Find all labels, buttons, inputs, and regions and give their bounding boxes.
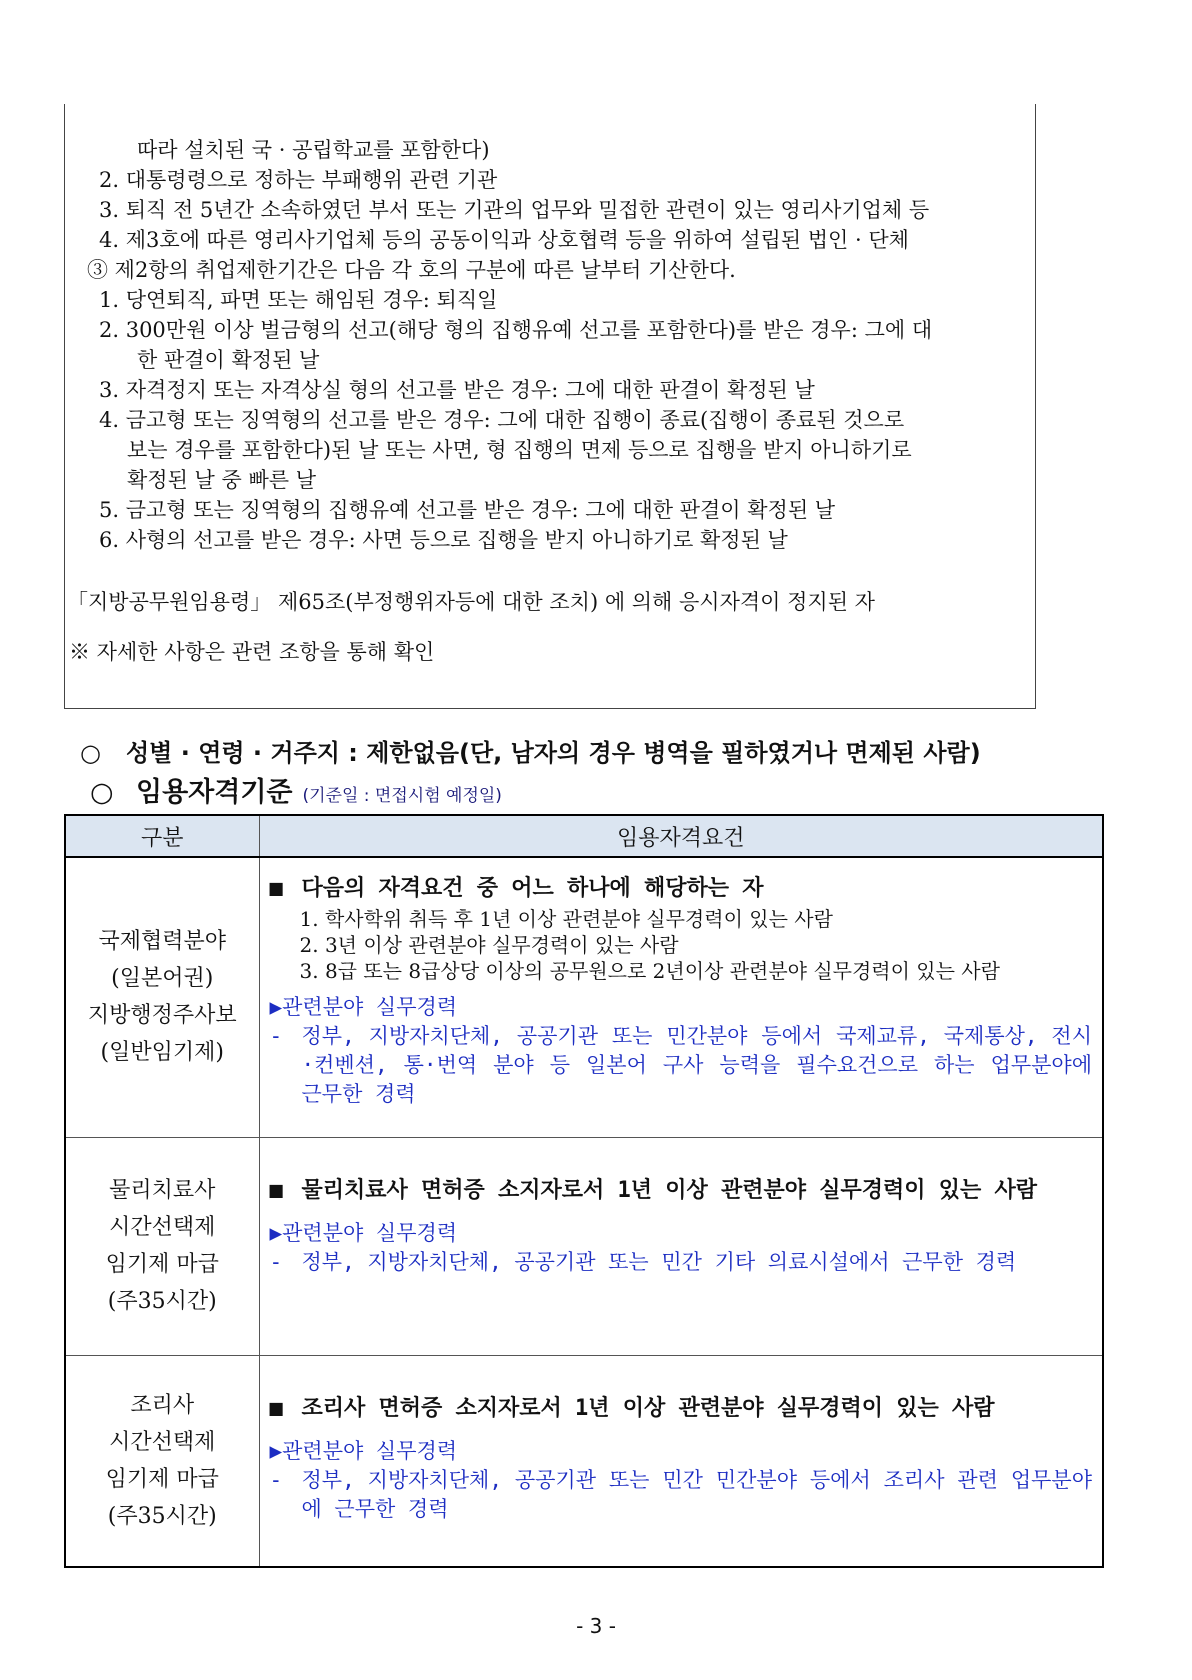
box-line: 한 판결이 확정된 날 — [137, 348, 320, 372]
box-line: 5. 금고형 또는 징역형의 집행유예 선고를 받은 경우: 그에 대한 판결이 확정된 날 — [99, 498, 836, 522]
category-cell — [65, 1355, 259, 1567]
square-bullet-icon: ■ — [269, 876, 283, 901]
circle-bullet-icon: ○ — [80, 739, 101, 767]
field-experience-desc: - 정부, 지방자치단체, 공공기관 또는 민간분야 등에서 국제교류, 국제통상, 전시·컨벤션, 통·번역 분야 등 일본어 구사 능력을 필수요건으로 하는 업무분야에 근무한 경력 — [269, 1024, 1092, 1106]
category-line: (주35시간) — [107, 1503, 217, 1529]
table-row — [65, 1355, 1103, 1567]
field-experience-title: ▶관련분야 실무경력 — [269, 1438, 458, 1463]
category-line: (일반임기제) — [100, 1040, 224, 1066]
category-cell — [65, 857, 259, 1137]
section-note: (기준일 : 면접시험 예정일) — [302, 786, 502, 806]
category-line: (주35시간) — [107, 1289, 217, 1314]
circle-bullet-icon: ○ — [90, 777, 114, 808]
list-item: 3. 8급 또는 8급상당 이상의 공무원으로 2년이상 관련분야 실무경력이 있는 사람 — [299, 959, 1000, 983]
requirements-table — [64, 814, 1104, 1568]
category-cell — [65, 1137, 259, 1355]
field-experience-title: ▶관련분야 실무경력 — [269, 1220, 458, 1245]
box-line: 2. 300만원 이상 벌금형의 선고(해당 형의 집행유예 선고를 포함한다)를 받은 경우: 그에 대 — [99, 318, 933, 342]
list-item: 2. 3년 이상 관련분야 실무경력이 있는 사람 — [299, 933, 679, 957]
requirement-heading: ■ 다음의 자격요건 중 어느 하나에 해당하는 자 — [269, 876, 764, 901]
legal-text-box — [64, 104, 1036, 709]
field-experience-title: ▶관련분야 실무경력 — [269, 995, 458, 1019]
box-line: 3. 퇴직 전 5년간 소속하였던 부서 또는 기관의 업무와 밀접한 관련이 있는 영리사기업체 등 — [99, 198, 930, 222]
header-category: 구분 — [65, 815, 259, 857]
box-line: 따라 설치된 국 · 공립학교를 포함한다) — [137, 138, 490, 162]
box-line: 4. 제3호에 따른 영리사기업체 등의 공동이익과 상호협력 등을 위하여 설립된 법인 · 단체 — [99, 228, 909, 252]
category-line: 물리치료사 — [109, 1178, 216, 1203]
requirement-cell — [259, 857, 1103, 1137]
category-line: (일본어권) — [111, 966, 214, 992]
requirement-heading: ■ 조리사 면허증 소지자로서 1년 이상 관련분야 실무경력이 있는 사람 — [269, 1395, 995, 1421]
box-line: 4. 금고형 또는 징역형의 선고를 받은 경우: 그에 대한 집행이 종료(집행이 종료된 것으로 — [99, 408, 905, 432]
requirement-cell — [259, 1137, 1103, 1355]
header-requirements: 임용자격요건 — [259, 815, 1103, 857]
box-line: 6. 사형의 선고를 받은 경우: 사면 등으로 집행을 받지 아니하기로 확정된 날 — [99, 528, 788, 552]
box-line: ③ 제2항의 취업제한기간은 다음 각 호의 구분에 따른 날부터 기산한다. — [87, 258, 736, 282]
table-row — [65, 1137, 1103, 1355]
list-item: 1. 학사학위 취득 후 1년 이상 관련분야 실무경력이 있는 사람 — [299, 907, 833, 931]
category-line: 시간선택제 — [109, 1215, 216, 1240]
box-line: 확정된 날 중 빠른 날 — [127, 468, 316, 492]
requirement-heading: ■ 물리치료사 면허증 소지자로서 1년 이상 관련분야 실무경력이 있는 사람 — [269, 1177, 1038, 1203]
requirement-cell — [259, 1355, 1103, 1567]
box-line: 1. 당연퇴직, 파면 또는 해임된 경우: 퇴직일 — [99, 288, 498, 312]
eligibility-text: 성별 · 연령 · 거주지 : 제한없음(단, 남자의 경우 병역을 필하였거나 면제된 사람) — [126, 739, 981, 767]
field-experience-desc: - 정부, 지방자치단체, 공공기관 또는 민간 민간분야 등에서 조리사 관련 업무분야에 근무한 경력 — [269, 1467, 1092, 1521]
category-line: 임기제 마급 — [105, 1252, 219, 1277]
box-line: ※ 자세한 사항은 관련 조항을 통해 확인 — [69, 640, 435, 664]
eligibility-line — [80, 733, 981, 768]
table-row — [65, 857, 1103, 1137]
table-header-row — [65, 815, 1103, 857]
box-line: 2. 대통령령으로 정하는 부패행위 관련 기관 — [99, 168, 498, 192]
square-bullet-icon: ■ — [269, 1395, 283, 1421]
category-line: 지방행정주사보 — [87, 1003, 237, 1029]
category-line: 임기제 마급 — [105, 1466, 219, 1492]
field-experience-desc: - 정부, 지방자치단체, 공공기관 또는 민간 기타 의료시설에서 근무한 경력 — [269, 1249, 1017, 1274]
page-number: - 3 - — [576, 1614, 616, 1638]
square-bullet-icon: ■ — [269, 1177, 283, 1203]
requirement-list — [300, 906, 1093, 984]
category-line: 시간선택제 — [109, 1429, 216, 1455]
box-line: 3. 자격정지 또는 자격상실 형의 선고를 받은 경우: 그에 대한 판결이 확정된 날 — [99, 378, 815, 402]
box-line: 「지방공무원임용령」 제65조(부정행위자등에 대한 조치) 에 의해 응시자격이 정지된 자 — [67, 590, 875, 614]
box-line: 보는 경우를 포함한다)된 날 또는 사면, 형 집행의 면제 등으로 집행을 받지 아니하기로 — [127, 438, 912, 462]
section-title: 임용자격기준 — [136, 777, 293, 808]
section-heading — [90, 770, 502, 809]
category-line: 조리사 — [130, 1392, 195, 1418]
category-line: 국제협력분야 — [98, 929, 226, 955]
